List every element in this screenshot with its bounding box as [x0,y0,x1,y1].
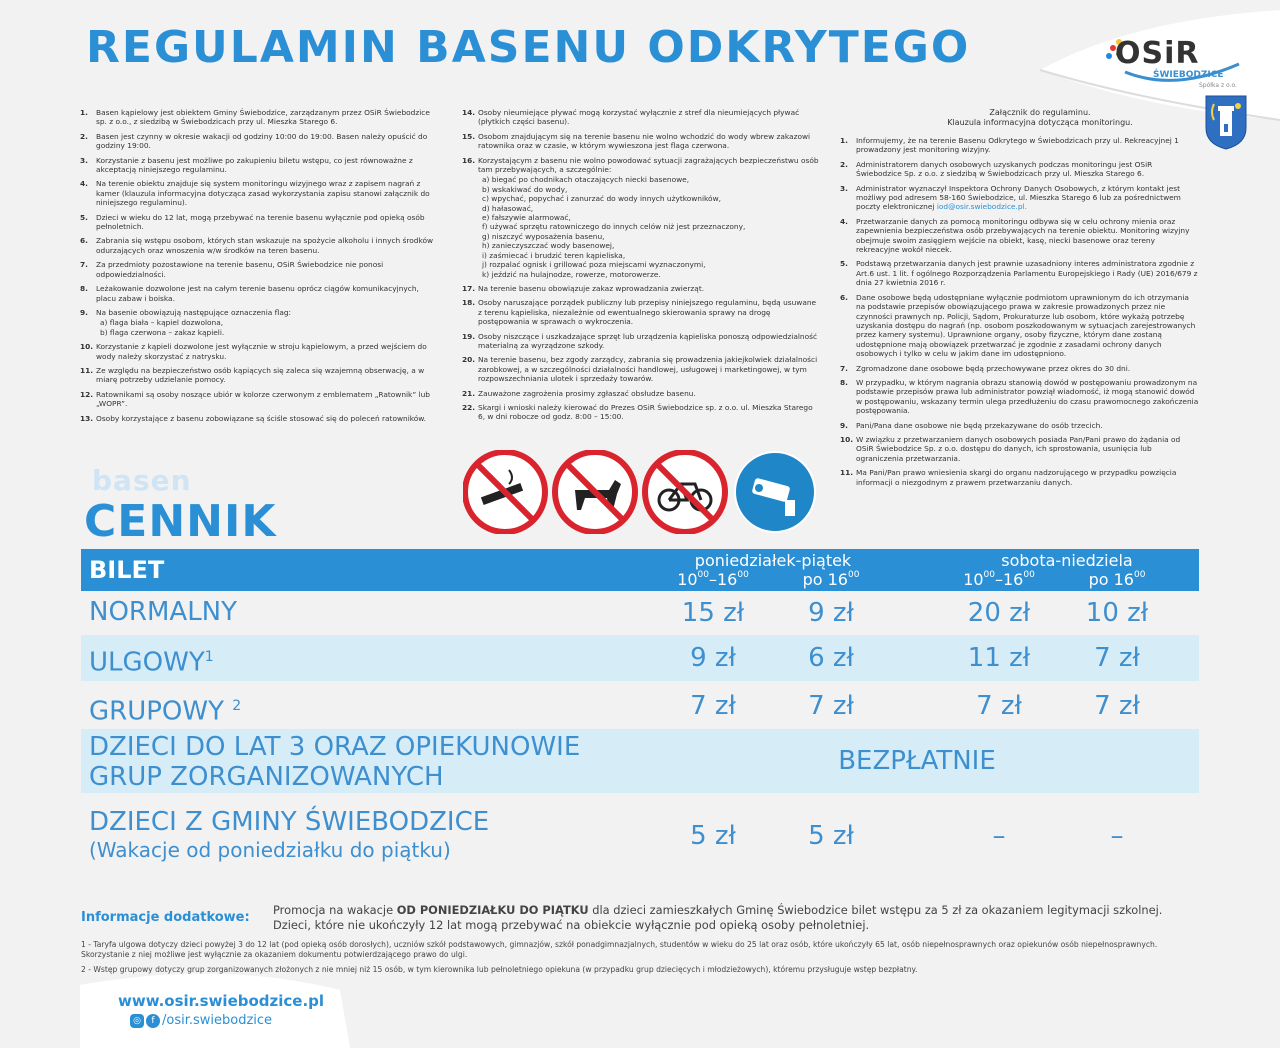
rule-text: Osoby naruszające porządek publiczny lub przepisy niniejszego regulaminu, będą usuwane z terenu kąpieliska, niezależnie od ewentualnego skierowania sprawy na drogę postępowania w sprawach o wykroczenia. [478,298,817,327]
rule-number: 9. [840,420,848,430]
sub-item: d) hałasować, [482,203,534,213]
rule-number: 17. [462,283,476,293]
rule-number: 4. [80,179,88,189]
rule-item [80,390,440,409]
rule-item [840,378,1200,416]
sub-item: a) biegać po chodnikach otaczających niecki basenowe, [482,175,690,185]
price-cell: 7 zł [1094,691,1140,721]
sub-item: c) wpychać, popychać i zanurzać do wody innych użytkowników, [482,194,721,204]
rule-number: 7. [80,260,88,270]
rule-number: 10. [80,342,94,352]
rule-item [80,179,440,207]
rule-text: Informujemy, że na terenie Basenu Odkrytego w Świebodzicach przy ul. Rekreacyjnej 1 prowadzony jest monitoring wizyjny. [856,136,1179,155]
rule-text: W przypadku, w którym nagrania obrazu stanowią dowód w postępowaniu prowadzonym na podstawie przepisów prawa lub administrator powziął wiadomość, iż mogą stanowić dowód w postępowaniu, wskazany termin ulega przedłużeniu do czasu prawomocnego zakończenia postępowania. [856,377,1199,416]
rule-number: 15. [462,131,476,141]
no-dogs-icon [555,452,635,532]
rule-item [462,132,820,151]
pricing-subtitle: basen [92,464,192,497]
rule-item [80,132,440,151]
rule-text: Basen kąpielowy jest obiektem Gminy Świebodzice, zarządzanym przez OSiR Świebodzice sp. z o.o., z siedzibą w Świebodzicach przy ul. Mieszka Starego 6. [96,108,430,127]
rule-number: 5. [840,259,848,269]
rule-text: Osobom znajdującym się na terenie basenu nie wolno wchodzić do wody wbrew zakazowi ratownika oraz w czasie, w którym wywieszona jest flaga czerwona. [478,131,811,151]
rule-text: Na terenie basenu, bez zgody zarządcy, zabrania się prowadzenia jakiejkolwiek działalności zarobkowej, a w szczególności działalności handlowej, usługowej i marketingowej, w tym rozpowszechniania ulotek i sprzedaży towarów. [478,355,818,384]
no-smoking-icon [465,452,545,532]
sub-item: e) fałszywie alarmować, [482,213,571,223]
rule-number: 18. [462,298,476,308]
rule-text: Osoby niszczące i uszkadzające sprzęt lub urządzenia kąpieliska ponoszą odpowiedzialność materialną za wyrządzone szkody. [478,331,818,350]
header-weekend: sobota-niedziela [1001,551,1133,570]
rule-number: 1. [80,108,88,117]
table-row [81,681,1199,729]
rule-number: 12. [80,389,94,399]
row-label: GRUPOWY $^2$ [89,696,242,727]
table-header [81,549,1199,591]
no-bicycles-icon [645,452,725,532]
price-cell: 7 zł [690,691,736,721]
footnote-1: 1 - Taryfa ulgowa dotyczy dzieci powyżej 3 do 12 lat (pod opieką osób dorosłych), uczniów szkół podstawowych, gimnazjów, szkół ponadgimnazjalnych, studentów w wieku do 25 lat oraz osób, które ukończyły 65 lat, osób niepełnosprawnych oraz opiekunów osób niepełnosprawnych. Skorzystanie z niej możliwe jest wyłącznie za okazaniem dokumentu potwierdzającego prawo do ulgi. [81,940,1158,959]
rule-number: 13. [80,413,94,423]
rule-text: Dzieci w wieku do 12 lat, mogą przebywać na terenie basenu wyłącznie pod opieką osób pełnoletnich. [96,212,425,232]
table-row [81,635,1199,681]
rule-number: 11. [840,468,854,478]
header-after-wd: po $16^{00}$ [802,570,860,589]
price-cell: 20 zł [967,598,1031,628]
rule-item [462,355,820,383]
rule-text: Podstawą przetwarzania danych jest prawnie uzasadniony interes administratora zgodnie z Art.6 ust. 1 lit. f ogólnego Rozporządzenia Parlamentu Europejskiego i Rady (UE) 2016/679 z dnia 27 kwietnia 2016 r. [856,259,1198,288]
rule-text: Ratownikami są osoby noszące ubiór w kolorze czerwonym z emblematem „Ratownik” lub „WOPR”. [96,389,430,409]
header-bilet: BILET [89,556,165,584]
logo-text: OSiR [1115,36,1200,71]
annex-heading: Załącznik do regulaminu. Klauzula informacyjna dotycząca monitoringu. [947,108,1133,127]
row-label: NORMALNY [89,597,238,627]
rule-item [462,284,820,293]
rule-text: Osoby korzystające z basenu zobowiązane są ściśle stosować się do poleceń ratowników. [96,413,427,423]
rule-text: Pani/Pana dane osobowe nie będą przekazywane do osób trzecich. [856,420,1103,430]
sub-item: k) jeździć na hulajnodze, rowerze, motorowerze. [482,269,661,279]
price-cell: 5 zł [690,821,736,851]
rule-text: Zgromadzone dane osobowe będą przechowywane przez okres do 30 dni. [856,363,1131,373]
rule-item [80,108,440,127]
rule-item [840,160,1200,179]
rule-text: Zauważone zagrożenia prosimy zgłaszać obsłudze basenu. [478,388,696,398]
rule-item [462,156,820,279]
rule-item [462,108,820,127]
price-cell: 7 zł [976,691,1022,721]
footnote-2: 2 - Wstęp grupowy dotyczy grup zorganizowanych złożonych z nie mniej niż 15 osób, w tym kierownika lub pełnoletniego opiekuna (w przypadku grup dziecięcych i młodzieżowych), któremu przysługuje wstęp bezpłatny. [81,965,918,974]
rule-text: Na basenie obowiązują następujące oznaczenia flag: [96,307,292,317]
rule-number: 21. [462,388,476,398]
rule-text: Ma Pani/Pan prawo wniesienia skargi do organu nadzorującego w przypadku powzięcia informacji o niezgodnym z prawem przetwarzaniu danych. [856,468,1177,487]
rule-number: 1. [840,136,848,145]
table-row [81,591,1199,635]
rules-column-1 [80,108,440,428]
header-after-we: po $16^{00}$ [1088,570,1146,589]
rule-item [462,389,820,398]
rule-item [80,342,440,361]
logo-city: ŚWIEBODZICE [1153,70,1224,80]
rule-item [462,332,820,351]
rule-number: 19. [462,331,476,341]
rule-number: 3. [840,183,848,193]
rule-number: 11. [80,365,94,375]
free-cell: BEZPŁATNIE [838,746,996,776]
info-label: Informacje dodatkowe: [81,910,250,925]
sub-item: b) flaga czerwona – zakaz kąpieli. [100,327,225,337]
price-cell: 9 zł [690,643,736,673]
rule-text: Na terenie obiektu znajduje się system monitoringu wizyjnego wraz z zapisem nagrań z kamer (klauzula informacyjna dotycząca zasad wykorzystania zapisu stanowi załącznik do niniejszego regulaminu). [96,179,430,208]
rule-item [80,213,440,232]
sub-item: b) wskakiwać do wody, [482,184,568,194]
rule-number: 22. [462,402,476,412]
rule-text: Za przedmioty pozostawione na terenie basenu, OSiR Świebodzice nie ponosi odpowiedzialności. [96,260,384,279]
website-link[interactable]: www.osir.swiebodzice.pl [118,992,325,1010]
price-cell: 11 zł [967,643,1031,673]
city-crest-icon [1204,94,1248,150]
rule-number: 8. [840,377,848,387]
rule-item [840,421,1200,430]
sub-item: g) niszczyć wyposażenia basenu, [482,231,605,241]
instagram-icon[interactable]: ◎ [130,1014,144,1028]
price-table [81,549,1199,873]
rule-number: 4. [840,216,848,226]
rules-column-2 [462,108,820,427]
rule-item [80,156,440,175]
rule-text: W związku z przetwarzaniem danych osobowych posiada Pan/Pani prawo do żądania od OSiR Świebodzice Sp. z o.o. dostępu do danych, ich sprostowania, usunięcia lub ograniczenia przetwarzania. [856,434,1181,463]
rule-number: 9. [80,307,88,317]
table-row [81,793,1199,873]
price-cell: 9 zł [808,598,854,628]
rule-number: 16. [462,155,476,165]
social-link[interactable]: ◎ f /osir.swiebodzice [130,1013,272,1028]
monitoring-annex [840,108,1200,492]
rule-item [80,366,440,385]
rule-item [462,298,820,326]
sub-item: h) zanieczyszczać wody basenowej, [482,241,615,251]
rule-text: Dane osobowe będą udostępniane wyłącznie podmiotom uprawnionym do ich otrzymania na podstawie przepisów obowiązującego prawa w zakresie prowadzonych przez nie czynności prawnych np. Policji, Sądom, Prokuraturze lub osobom, które wykażą potrzebę uzyskania dostępu do nagrań (np. osobom poszkodowanym w sytuacjach zarejestrowanych przez kamery systemu). Uprawnione organy, osoby fizyczne, którym dane zostaną udostępnione mają obowiązek przetwarzać je zgodnie z zasadami ochrony danych osobowych i tylko w celu w jakim dane im udostępniono. [856,292,1196,359]
rule-number: 6. [840,292,848,302]
row-label: DZIECI DO LAT 3 ORAZ OPIEKUNOWIE GRUP ZORGANIZOWANYCH [89,732,581,792]
price-cell: 6 zł [808,643,854,673]
rule-number: 10. [840,434,854,444]
rule-number: 7. [840,363,848,373]
rule-item [840,184,1200,212]
prohibition-signs [463,450,823,534]
rule-text: Na terenie basenu obowiązuje zakaz wprowadzania zwierząt. [478,283,705,293]
price-cell: 7 zł [1094,643,1140,673]
sub-item: f) używać sprzętu ratowniczego do innych celów niż jest przeznaczony, [482,222,746,232]
price-cell: 7 zł [808,691,854,721]
rule-number: 3. [80,155,88,165]
rule-text: Korzystającym z basenu nie wolno powodować sytuacji zagrażających bezpieczeństwu osób tam przebywających, a szczególnie: [478,155,819,175]
table-row [81,729,1199,793]
rule-item [840,435,1200,463]
rule-number: 20. [462,355,476,365]
price-cell: – [1110,821,1124,851]
rule-item [840,468,1200,487]
sub-item: a) flaga biała – kąpiel dozwolona, [100,318,224,328]
rule-number: 8. [80,284,88,294]
pricing-title: CENNIK [84,496,277,547]
rule-item [840,293,1200,359]
logo-company: Spółka z o.o. [1199,82,1237,89]
header-range-wd: $10^{00}-16^{00}$ [677,570,749,589]
price-cell: 15 zł [681,598,745,628]
price-cell: – [992,821,1006,851]
rule-text: Skargi i wnioski należy kierować do Prezes OSiR Świebodzice sp. z o.o. ul. Mieszka Starego 6, w dni robocze od godz. 8:00 – 15:00. [478,402,813,422]
page-title: REGULAMIN BASENU ODKRYTEGO [86,22,971,73]
osir-logo [1105,34,1245,94]
facebook-icon[interactable]: f [146,1014,160,1028]
rule-text: Korzystanie z kąpieli dozwolone jest wyłącznie w stroju kąpielowym, a przed wejściem do wody należy skorzystać z natrysku. [96,342,427,361]
cctv-icon [735,452,815,532]
rule-number: 6. [80,236,88,246]
row-label: DZIECI Z GMINY ŚWIEBODZICE (Wakacje od poniedziałku do piątku) [89,807,490,862]
rule-text: Ze względu na bezpieczeństwo osób kąpiących się zaleca się wzajemną obserwację, a w miarę potrzeby udzielanie pomocy. [96,365,425,385]
email-link[interactable]: iod@osir.swiebodzice.pl. [934,202,1027,212]
rule-item [80,236,440,255]
row-label: ULGOWY$^1$ [89,647,214,678]
rule-item [462,403,820,422]
rule-text: Leżakowanie dozwolone jest na całym terenie basenu oprócz ciągów komunikacyjnych, placu zabaw i boiska. [96,284,419,303]
rule-text: Administratorem danych osobowych uzyskanych podczas monitoringu jest OSiR Świebodzice Sp. z o.o. z siedzibą w Świebodzicach przy ul. Mieszka Starego 6. [856,159,1153,179]
rule-item [840,136,1200,155]
rule-item [80,308,440,337]
rule-item [840,364,1200,373]
rule-text: Administrator wyznaczył Inspektora Ochrony Danych Osobowych, z którym kontakt jest możliwy pod adresem 58-160 Świebodzice, ul. Mieszka Starego 6 lub za pośrednictwem poczty elektronicznej [856,183,1181,212]
sub-item: i) zaśmiecać i brudzić teren kąpieliska, [482,250,626,260]
rule-text: Korzystanie z basenu jest możliwe po zakupieniu biletu wstępu, co jest równoważne z akceptacją niniejszego regulaminu. [96,155,413,175]
rule-text: Osoby nieumiejące pływać mogą korzystać wyłącznie z stref dla nieumiejących pływać (płytkich części basenu). [478,108,800,127]
sub-item: j) rozpalać ognisk i grillować poza miejscami wyznaczonymi, [482,260,706,270]
rule-item [840,217,1200,255]
header-range-we: $10^{00}-16^{00}$ [963,570,1035,589]
rule-number: 5. [80,212,88,222]
rule-text: Basen jest czynny w okresie wakacji od godziny 10:00 do 19:00. Basen należy opuścić do godziny 19:00. [96,131,428,151]
header-weekdays: poniedziałek-piątek [694,551,852,570]
info-text: Promocja na wakacje OD PONIEDZIAŁKU DO PIĄTKU dla dzieci zamieszkałych Gminę Świebodzice bilet wstępu za 5 zł za okazaniem legitymacji szkolnej. Dzieci, które nie ukończyły 12 lat mogą przebywać na obiekcie wyłącznie pod opieką osoby pełnoletniej. [273,903,1163,932]
rule-item [80,414,440,423]
price-cell: 10 zł [1085,598,1149,628]
rule-item [80,284,440,303]
rule-number: 2. [80,131,88,141]
rule-number: 14. [462,108,476,117]
rule-item [80,260,440,279]
rule-item [840,259,1200,287]
rule-text: Zabrania się wstępu osobom, których stan wskazuje na spożycie alkoholu i innych środków odurzających oraz wnoszenia w/w środków na teren basenu. [96,236,434,255]
rule-text: Przetwarzanie danych za pomocą monitoringu odbywa się w celu ochrony mienia oraz zapewnienia bezpieczeństwa osób przebywających na terenie obiektu. Monitoring wizyjny obejmuje swoim zasięgiem wejście na obiekt, kasę, niecki basenowe oraz tereny rekreacyjne wokół niecek. [856,216,1190,255]
price-cell: 5 zł [808,821,854,851]
rule-number: 2. [840,159,848,169]
